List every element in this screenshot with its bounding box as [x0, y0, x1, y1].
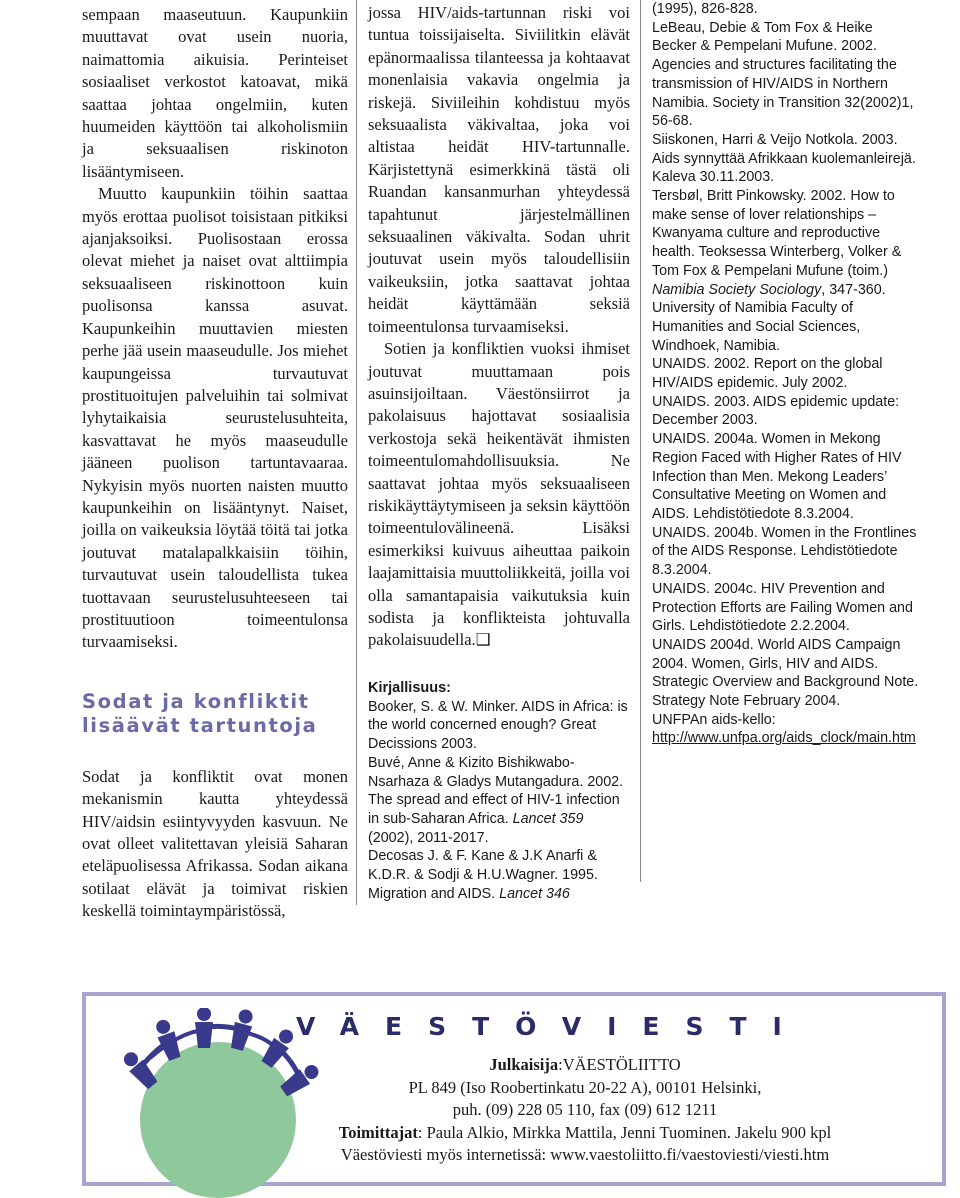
references-column: [652, 0, 920, 748]
reference-text: UNAIDS. 2002. Report on the global HIV/AIDS epidemic. July 2002.: [652, 356, 883, 392]
section-heading-line: Sodat ja konfliktit: [82, 689, 310, 713]
body-paragraph: Muutto kaupunkiin töihin saattaa myös erottaa puolisot toisistaan pitkiksi ajanjaksoiksi. Puolisostaan erossa olevat miehet ja naiset ovat alttiimpia seksuaaliseen riskinottoon kuin puolisonsa kanssa asuvat. Kaupunkeihin muuttavien miesten perhe jää usein maaseudulle. Jos miehet kaupungeissa turvautuvat prostituoitujen palveluihin tai solmivat lyhytaikaisia seurustelusuhteita, kasvattavat he myös maaseudulle jääneen puolison tartuntavaaraa. Nykyisin myös nuorten naisten muutto kaupunkeihin on lisääntynyt. Naiset, joilla on vaikeuksia löytää töitä tai jotka joutuvat matalapalkkaisiin töihin, turvautuvat usein taloudellista tukea tuottavaan seurustelusuhteeseen tai prostituutioon toimeentulonsa turvaamiseksi.: [82, 184, 348, 652]
reference-item: [368, 698, 630, 754]
reference-text: (1995), 826-828.: [652, 1, 758, 17]
references-title: Kirjallisuus:: [368, 679, 451, 696]
reference-text: UNAIDS. 2003. AIDS epidemic update: December 2003.: [652, 393, 900, 429]
body-paragraph: sempaan maaseutuun. Kaupunkiin muuttavat ovat usein nuoria, naimattomia aikuisia. Perinteiset sosiaaliset verkostot katoavat, mikä saattaa johtaa ongelmiin, kuten huumeiden käyttöön tai alkoholismiin ja seksuaalisen riskinoton lisääntymiseen.: [82, 5, 348, 181]
address-line: PL 849 (Iso Roobertinkatu 20-22 A), 00101 Helsinki,: [408, 1077, 762, 1097]
reference-text: Buvé, Anne & Kizito Bishikwabo-Nsarhaza & Gladys Mutangadura. 2002. The spread and effect of HIV-1 infection in sub-Saharan Africa.: [368, 754, 624, 827]
reference-text: Booker, S. & W. Minker. AIDS in Africa: is the world concerned enough? Great Decissions 2003.: [368, 698, 628, 753]
reference-item: [652, 19, 920, 131]
reference-item: [652, 187, 920, 355]
body-paragraph: Sodat ja konfliktit ovat monen mekanismin kautta yhteydessä HIV/aidsin esiintyvyyden kasvuun. Ne ovat olleet valitettavan yleisiä Saharan eteläpuolisessa Afrikassa. Sodan aikana sotilaat elävät ja toimivat riskien keskellä toimintaympäristössä,: [82, 766, 348, 921]
phone-line: puh. (09) 228 05 110, fax (09) 612 1211: [452, 1100, 718, 1120]
reference-item: [652, 0, 920, 19]
reference-item: [368, 847, 630, 903]
reference-item: [652, 580, 920, 636]
reference-item: [652, 524, 920, 580]
reference-item: [652, 131, 920, 187]
reference-item: [652, 636, 920, 711]
body-paragraph-text: Sotien ja konfliktien vuoksi ihmiset joutuvat muuttamaan pois asuinsijoiltaan. Väestönsiirrot ja pakolaisuus hajottavat sosiaalisia verkostoja sekä heikentävät ihmisten toimeentulomahdollisuuksia. Ne saattavat johtaa myös seksuaaliseen riskikäyttäytymiseen ja seksin käyttöön toimeentulovälineenä. Lisäksi esimerkiksi kuivuus aiheuttaa paikoin laajamittaisia muuttoliikkeitä, joilla voi olla samantapaisia vaikutuksia kuin sodista ja konflikteista johtuvalla pakolaisuudella.: [368, 339, 630, 650]
reference-item: [652, 355, 920, 392]
reference-text: Siiskonen, Harri & Veijo Notkola. 2003. Aids synnyttää Afrikkaan kuolemanleirejä. Kaleva 30.11.2003.: [652, 131, 916, 186]
references-list: [368, 698, 630, 904]
reference-text: Tersbøl, Britt Pinkowsky. 2002. How to make sense of lover relationships – Kwanyama culture and reproductive health. Teoksessa Winterberg, Volker & Tom Fox & Pempelani Mufune (toim.): [652, 188, 902, 279]
article-column-1: [82, 0, 348, 923]
end-mark-icon: ❑: [475, 630, 491, 650]
section-heading-line: lisäävät tartuntoja: [82, 713, 318, 737]
reference-text: UNAIDS. 2004a. Women in Mekong Region Faced with Higher Rates of HIV Infection than Men. Mekong Leaders’ Consultative Meeting on Women and AIDS. Lehdistötiedote 8.3.2004.: [652, 431, 902, 522]
references-list: [652, 0, 920, 711]
body-paragraph: [368, 338, 630, 652]
reference-item: [652, 393, 920, 430]
publisher-line: [262, 1054, 908, 1077]
reference-text: (2002), 2011-2017.: [368, 829, 489, 846]
web-line: Väestöviesti myös internetissä: www.vaestoliitto.fi/vaestoviesti/viesti.htm: [340, 1145, 830, 1165]
publisher-value: :VÄESTÖLIITTO: [558, 1055, 681, 1074]
reference-journal: Lancet 359: [512, 811, 584, 827]
reference-text: LeBeau, Debie & Tom Fox & Heike Becker & Pempelani Mufune. 2002. Agencies and structures facilitating the transmission of HIV/AIDS in Northern Namibia. Society in Transition 32(2002)1, 56-68.: [652, 19, 914, 130]
section-heading: [82, 690, 348, 738]
reference-item: [652, 430, 920, 524]
reference-text: UNFPAn aids-kello:: [652, 711, 776, 728]
reference-text: UNAIDS. 2004b. Women in the Frontlines of the AIDS Response. Lehdistötiedote 8.3.2004.: [652, 524, 917, 579]
article-column-2: [368, 0, 630, 904]
magazine-title: VÄESTÖVIESTI: [296, 1012, 808, 1041]
body-paragraph: jossa HIV/aids-tartunnan riski voi tuntua toissijaiselta. Siviilitkin elävät epänormaalissa tilanteessa ja kohtaavat monenlaisia vakavia ongelmia ja riskejä. Siviileihin kohdistuu myös seksuaalista väkivaltaa, joka voi altistaa heidät HIV-tartunnalle. Kärjistettynä esimerkkinä tästä oli Ruandan kansanmurhan yhteydessä tapahtunut järjestelmällinen seksuaalinen väkivalta. Sodan uhrit joutuvat usein myös taloudellisiin vaikeuksiin, jotka saattavat johtaa heidät käyttämään seksiä toimeentulonsa turvaamiseksi.: [368, 3, 630, 336]
publisher-label: Julkaisija: [489, 1055, 559, 1074]
editors-line: [262, 1122, 908, 1145]
publisher-info: [262, 1054, 908, 1167]
reference-text: UNAIDS 2004d. World AIDS Campaign 2004. Women, Girls, HIV and AIDS. Strategic Overview and Background Note. Strategy Note February 2004.: [652, 636, 919, 710]
reference-item: [368, 754, 630, 848]
reference-item: [652, 711, 920, 748]
reference-journal: Lancet 346: [499, 885, 570, 902]
reference-text: , 347-360. University of Namibia Faculty of Humanities and Social Sciences, Windhoek, Namibia.: [652, 281, 886, 354]
unfpa-link[interactable]: http://www.unfpa.org/aids_clock/main.htm: [652, 730, 916, 747]
column-divider: [356, 0, 357, 905]
column-divider: [640, 0, 641, 882]
reference-journal: Namibia Society Sociology: [652, 281, 822, 298]
editors-value: : Paula Alkio, Mirkka Mattila, Jenni Tuominen. Jakelu 900 kpl: [417, 1122, 832, 1142]
reference-text: UNAIDS. 2004c. HIV Prevention and Protection Efforts are Failing Women and Girls. Lehdistötiedote 2.2.2004.: [652, 580, 913, 635]
editors-label: Toimittajat: [338, 1122, 418, 1142]
reference-text: Decosas J. & F. Kane & J.K Anarfi & K.D.R. & Sodji & H.U.Wagner. 1995. Migration and AIDS.: [368, 848, 598, 902]
